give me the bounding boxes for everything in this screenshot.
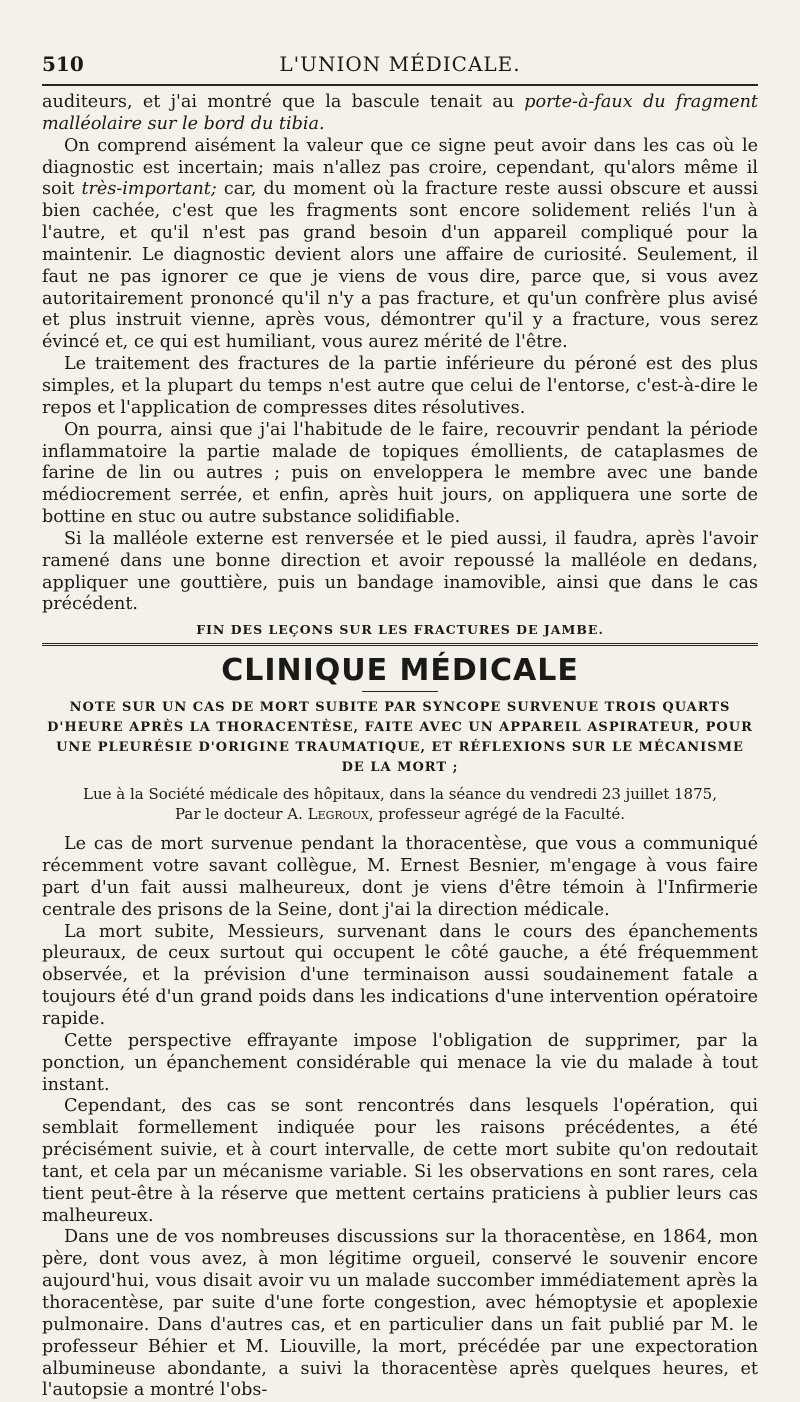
paragraph: La mort subite, Messieurs, survenant dans le cours des épanchements pleuraux, de ceux surtout qui occupent le côté gauche, a été fréquemment observée, et la prévision d'une terminaison aussi soudainement fatale a toujours été d'un grand poids dans les indications d'une intervention opératoire rapide. bbox=[42, 921, 758, 1029]
title-underline bbox=[362, 691, 438, 692]
paragraph: On pourra, ainsi que j'ai l'habitude de le faire, recouvrir pendant la période inflammatoire la partie malade de topiques émollients, de cataplasmes de farine de lin ou autres ; puis on enveloppera le membre avec une bande médiocrement serrée, et enfin, après huit jours, on appliquera une sorte de bottine en stuc ou autre substance solidifiable. bbox=[42, 419, 758, 528]
paragraph: Si la malléole externe est renversée et le pied aussi, il faudra, après l'avoir ramené dans une bonne direction et avoir repoussé la malléole en dedans, appliquer une gouttière, puis un bandage inamovible, ainsi que dans le cas précédent. bbox=[42, 528, 758, 615]
read-at-line: Lue à la Société médicale des hôpitaux, dans la séance du vendredi 23 juillet 1875, bbox=[83, 785, 717, 804]
author-line: Par le docteur A. Legroux, professeur agrégé de la Faculté. bbox=[175, 805, 625, 824]
paragraph: On comprend aisément la valeur que ce signe peut avoir dans les cas où le diagnostic est incertain; mais n'allez pas croire, cependant, qu'alors même il soit très-important; car, du moment où la fracture reste aussi obscure et aussi bien cachée, c'est que les fragments sont encore solidement reliés l'un à l'autre, et qu'il n'est pas grand besoin d'un appareil compliqué pour la maintenir. Le diagnostic devient alors une affaire de curiosité. Seulement, il faut ne pas ignorer ce que je viens de vous dire, parce que, si vous avez autoritairement prononcé qu'il n'y a pas fracture, et qu'un confrère plus avisé et plus instruit vienne, après vous, démontrer qu'il y a fracture, vous serez évincé et, ce qui est humiliant, vous aurez mérité de l'être. bbox=[42, 135, 758, 353]
paragraph: auditeurs, et j'ai montré que la bascule tenait au porte-à-faux du fragment malléolaire sur le bord du tibia. bbox=[42, 92, 758, 134]
paragraph: Le traitement des fractures de la partie inférieure du péroné est des plus simples, et la plupart du temps n'est autre que celui de l'entorse, c'est-à-dire le repos et l'application de compresses dites résolutives. bbox=[42, 354, 758, 418]
paragraph: Cette perspective effrayante impose l'obligation de supprimer, par la ponction, un épanchement considérable qui menace la vie du malade à tout instant. bbox=[42, 1030, 758, 1095]
running-title: L'UNION MÉDICALE. bbox=[279, 52, 521, 76]
running-header bbox=[42, 48, 758, 86]
article-body bbox=[42, 92, 758, 1402]
paragraph: Dans une de vos nombreuses discussions sur la thoracentèse, en 1864, mon père, dont vous avez, à mon légitime orgueil, conservé le souvenir encore aujourd'hui, vous disait avoir vu un malade succomber immédiatement après la thoracentèse, par suite d'une forte congestion, avec hémoptysie et apoplexie pulmonaire. Dans d'autres cas, et en particulier dans un fait publié par M. le professeur Béhier et M. Liouville, la mort, précédée par une expectoration albumineuse abondante, a suivi la thoracentèse après quelques heures, et l'autopsie a montré l'obs- bbox=[42, 1227, 758, 1401]
article-title: NOTE SUR UN CAS DE MORT SUBITE PAR SYNCOPE SURVENUE TROIS QUARTS D'HEURE APRÈS LA THORACENTÈSE, FAITE AVEC UN APPAREIL ASPIRATEUR, POUR UNE PLEURÉSIE D'ORIGINE TRAUMATIQUE, ET RÉFLEXIONS SUR LE MÉCANISME DE LA MORT ; bbox=[47, 700, 753, 776]
paragraph: Le cas de mort survenue pendant la thoracentèse, que vous a communiqué récemment votre savant collègue, M. Ernest Besnier, m'engage à vous faire part d'un fait aussi malheureux, dont je viens d'être témoin à l'Infirmerie centrale des prisons de la Seine, dont j'ai la direction médicale. bbox=[42, 834, 758, 920]
end-of-lessons-note: FIN DES LEÇONS SUR LES FRACTURES DE JAMBE. bbox=[196, 622, 604, 638]
section-divider bbox=[42, 643, 758, 646]
section-title: CLINIQUE MÉDICALE bbox=[221, 653, 579, 689]
page-number: 510 bbox=[42, 52, 84, 76]
author-name: Legroux bbox=[307, 805, 369, 824]
paragraph: Cependant, des cas se sont rencontrés dans lesquels l'opération, qui semblait formellement indiquée pour les raisons précédentes, a été précisément suivie, et à court intervalle, de cette mort subite qu'on redoutait tant, et cela par un mécanisme variable. Si les observations en sont rares, cela tient peut-être à la réserve que mettent certains praticiens à publier leurs cas malheureux. bbox=[42, 1096, 758, 1226]
